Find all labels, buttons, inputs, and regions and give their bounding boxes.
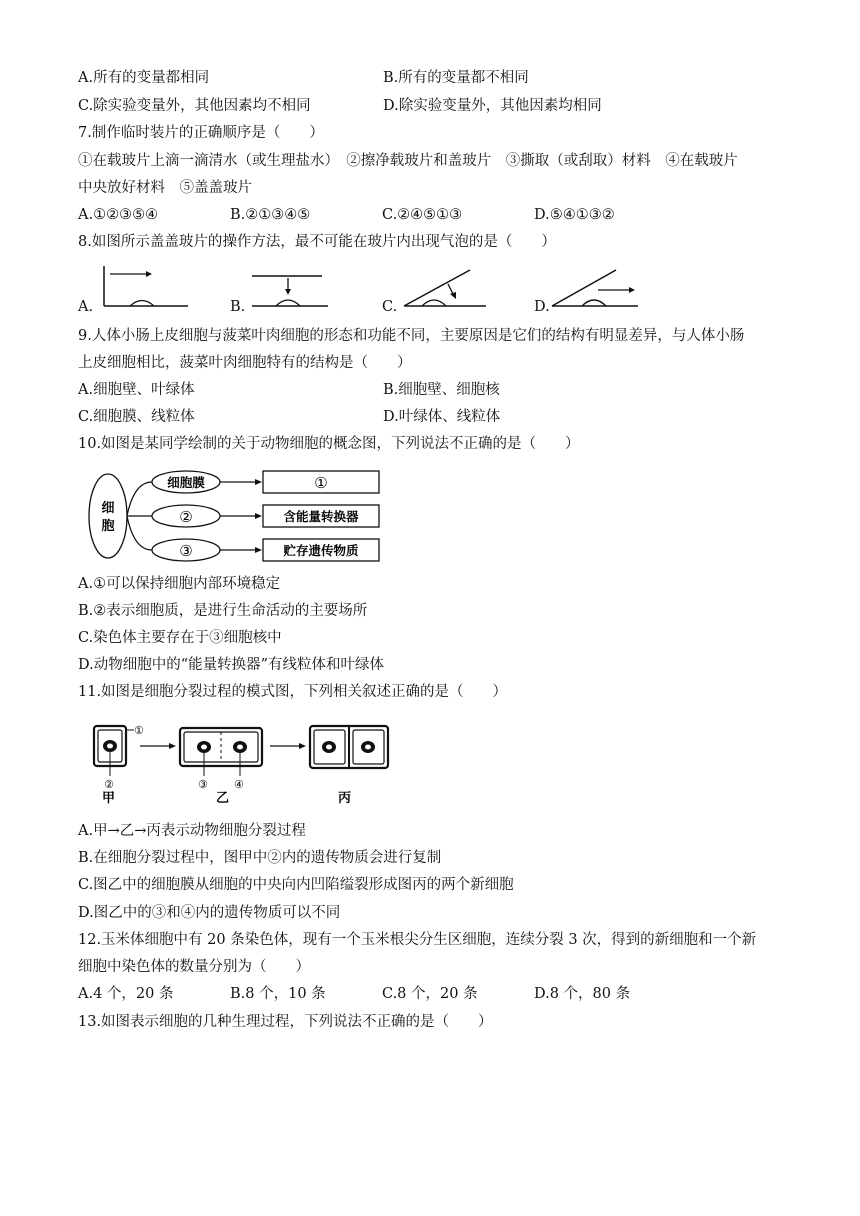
q8-option-d-label: D. bbox=[534, 299, 550, 315]
q8-figure-d bbox=[548, 262, 648, 312]
q12-option-b: B.8 个，10 条 bbox=[230, 986, 326, 1002]
node2-label: ② bbox=[179, 508, 193, 526]
q7-steps-line1: ①在载玻片上滴一滴清水（或生理盐水） ②擦净载玻片和盖玻片 ③撕取（或刮取）材料 ④在载玻片 bbox=[78, 153, 738, 169]
q10-option-c: C.染色体主要存在于③细胞核中 bbox=[78, 630, 282, 646]
q9-option-d: D.叶绿体、线粒体 bbox=[383, 409, 501, 425]
q8-stem: 8.如图所示盖盖玻片的操作方法，最不可能在玻片内出现气泡的是（ ） bbox=[78, 234, 556, 250]
q8-figure-b bbox=[248, 262, 348, 312]
q12-option-a: A.4 个，20 条 bbox=[78, 986, 174, 1002]
q7-stem: 7.制作临时装片的正确顺序是（ ） bbox=[78, 125, 324, 141]
box3-label: 贮存遗传物质 bbox=[283, 543, 359, 558]
q11-stem: 11.如图是细胞分裂过程的模式图，下列相关叙述正确的是（ ） bbox=[78, 684, 508, 700]
node3-label: ③ bbox=[179, 542, 193, 560]
q11-option-a: A.甲→乙→丙表示动物细胞分裂过程 bbox=[78, 823, 306, 839]
root-ellipse bbox=[89, 474, 127, 558]
mark3: ③ bbox=[198, 778, 208, 791]
q7-option-d: D.⑤④①③② bbox=[534, 207, 615, 223]
q13-stem: 13.如图表示细胞的几种生理过程，下列说法不正确的是（ ） bbox=[78, 1014, 493, 1030]
q9-stem-line1: 9.人体小肠上皮细胞与菠菜叶肉细胞的形态和功能不同，主要原因是它们的结构有明显差异，与人体小肠 bbox=[78, 328, 745, 344]
q12-stem-line2: 细胞中染色体的数量分别为（ ） bbox=[78, 959, 310, 975]
q7-option-c: C.②④⑤①③ bbox=[382, 207, 463, 223]
q10-concept-map bbox=[82, 462, 392, 570]
node1-label: 细胞膜 bbox=[167, 475, 205, 490]
q11-option-c: C.图乙中的细胞膜从细胞的中央向内凹陷缢裂形成图丙的两个新细胞 bbox=[78, 877, 514, 893]
label-yi: 乙 bbox=[216, 791, 230, 806]
mark2: ② bbox=[104, 778, 114, 791]
q11-option-b: B.在细胞分裂过程中，图甲中②内的遗传物质会进行复制 bbox=[78, 850, 442, 866]
q12-stem-line1: 12.玉米体细胞中有 20 条染色体，现有一个玉米根尖分生区细胞，连续分裂 3 次，得到的新细胞和一个新 bbox=[78, 932, 757, 948]
q12-option-c: C.8 个，20 条 bbox=[382, 986, 478, 1002]
q6-option-a: A.所有的变量都相同 bbox=[78, 70, 210, 86]
q10-option-d: D.动物细胞中的“能量转换器”有线粒体和叶绿体 bbox=[78, 657, 385, 673]
q11-cell-division-diagram bbox=[88, 718, 398, 810]
mark4: ④ bbox=[234, 778, 244, 791]
q8-figure-a bbox=[92, 262, 192, 312]
q7-option-a: A.①②③⑤④ bbox=[78, 207, 159, 223]
root-label-top: 细 bbox=[101, 501, 115, 516]
q9-option-c: C.细胞膜、线粒体 bbox=[78, 409, 195, 425]
q9-option-b: B.细胞壁、细胞核 bbox=[383, 382, 500, 398]
label-jia: 甲 bbox=[102, 791, 116, 806]
q9-option-a: A.细胞壁、叶绿体 bbox=[78, 382, 195, 398]
q11-option-d: D.图乙中的③和④内的遗传物质可以不同 bbox=[78, 905, 341, 921]
q10-stem: 10.如图是某同学绘制的关于动物细胞的概念图，下列说法不正确的是（ ） bbox=[78, 436, 580, 452]
q12-option-d: D.8 个，80 条 bbox=[534, 986, 631, 1002]
box1-label: ① bbox=[314, 474, 328, 492]
q8-option-c-label: C. bbox=[382, 299, 398, 315]
label-bing: 丙 bbox=[338, 791, 352, 806]
q6-option-d: D.除实验变量外，其他因素均相同 bbox=[383, 98, 602, 114]
q8-figure-c bbox=[396, 262, 496, 312]
q6-option-b: B.所有的变量都不相同 bbox=[383, 70, 529, 86]
q7-steps-line2: 中央放好材料 ⑤盖盖玻片 bbox=[78, 180, 252, 196]
q7-option-b: B.②①③④⑤ bbox=[230, 207, 311, 223]
q8-option-b-label: B. bbox=[230, 299, 246, 315]
q10-option-b: B.②表示细胞质，是进行生命活动的主要场所 bbox=[78, 603, 368, 619]
mark1: ① bbox=[134, 724, 144, 737]
q10-option-a: A.①可以保持细胞内部环境稳定 bbox=[78, 576, 281, 592]
q8-option-a-label: A. bbox=[78, 299, 94, 315]
q6-option-c: C.除实验变量外，其他因素均不相同 bbox=[78, 98, 311, 114]
root-label-bottom: 胞 bbox=[101, 519, 115, 534]
q9-stem-line2: 上皮细胞相比，菠菜叶肉细胞特有的结构是（ ） bbox=[78, 355, 412, 371]
box2-label: 含能量转换器 bbox=[283, 509, 359, 524]
